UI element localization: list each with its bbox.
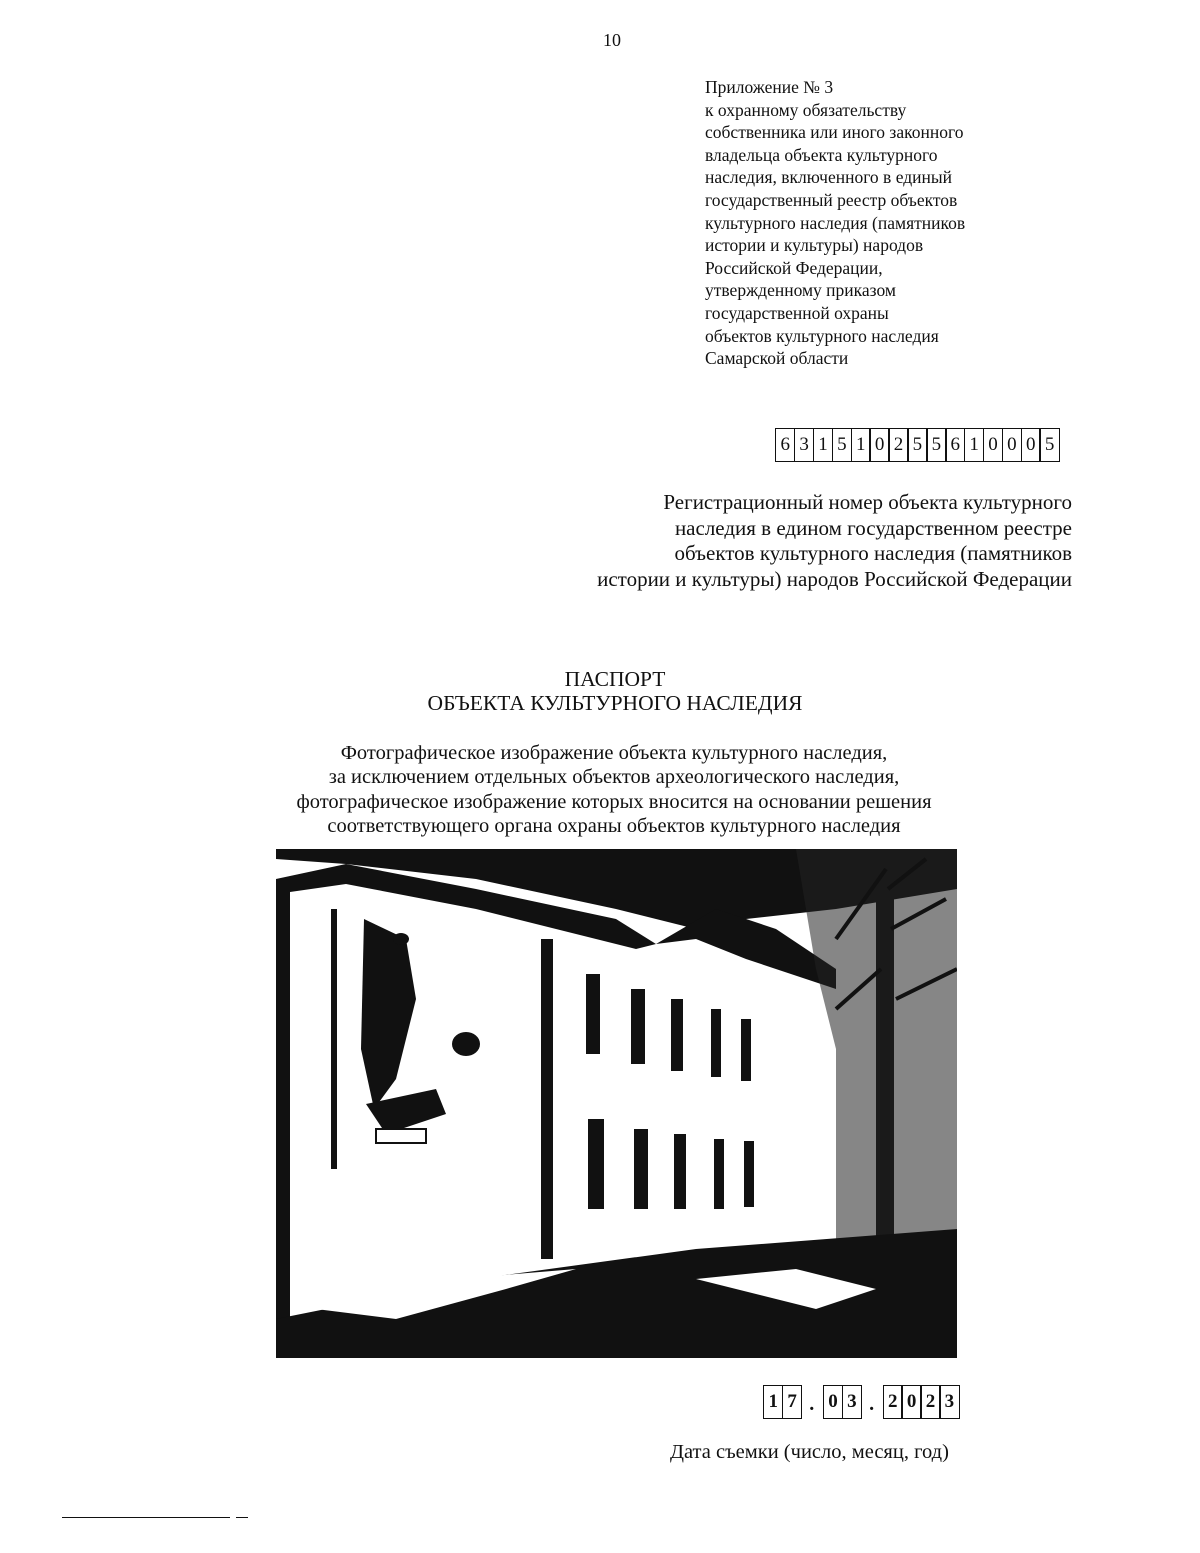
- date-year-group: [883, 1385, 959, 1419]
- appendix-line: государственный реестр объектов: [705, 189, 958, 210]
- registration-number-boxes: [775, 428, 1058, 462]
- date-digit: 2: [883, 1385, 903, 1419]
- date-digit: 0: [901, 1385, 921, 1419]
- photo-caption-line: соответствующего органа охраны объектов культурного наследия: [327, 815, 901, 838]
- registration-digit: 5: [1039, 428, 1059, 462]
- registration-digit: 2: [888, 428, 908, 462]
- date-month-group: [823, 1385, 861, 1419]
- registration-digit: 6: [945, 428, 965, 462]
- date-digit: 0: [823, 1385, 843, 1419]
- page-number: 10: [603, 30, 621, 50]
- document-title: [0, 667, 1200, 715]
- caption-line: истории и культуры) народов Российской Федерации: [597, 567, 1072, 592]
- registration-digit: 5: [832, 428, 852, 462]
- appendix-line: собственника или иного законного: [705, 122, 964, 143]
- photo-caption-line: Фотографическое изображение объекта культурного наследия,: [340, 742, 888, 764]
- date-digit: 7: [782, 1385, 802, 1419]
- registration-digit: 1: [813, 428, 833, 462]
- registration-digit: 5: [907, 428, 927, 462]
- appendix-line: наследия, включенного в единый: [705, 167, 952, 188]
- caption-line: Регистрационный номер объекта культурного: [663, 490, 1072, 514]
- appendix-line: владельца объекта культурного: [705, 144, 938, 165]
- footnote-divider: [236, 1517, 248, 1518]
- appendix-line: к охранному обязательству: [705, 99, 907, 120]
- appendix-line: Приложение № 3: [705, 77, 834, 97]
- registration-number-caption: [472, 490, 1072, 593]
- title-line-2: ОБЪЕКТА КУЛЬТУРНОГО НАСЛЕДИЯ: [427, 691, 803, 715]
- caption-line: наследия в едином государственном реестре: [674, 515, 1072, 540]
- appendix-line: Самарской области: [705, 348, 849, 369]
- registration-digit: 6: [775, 428, 795, 462]
- appendix-line: культурного наследия (памятников: [705, 212, 966, 233]
- date-digit: 2: [920, 1385, 940, 1419]
- registration-digit: 3: [794, 428, 814, 462]
- appendix-line: государственной охраны: [705, 302, 889, 323]
- footnote-divider: [62, 1517, 230, 1518]
- appendix-heading: [705, 76, 1065, 370]
- appendix-line: утвержденному приказом: [705, 280, 896, 301]
- registration-digit: 0: [983, 428, 1003, 462]
- shot-date-caption: Дата съемки (число, месяц, год): [670, 1441, 949, 1463]
- registration-digit: 1: [964, 428, 984, 462]
- appendix-line: истории и культуры) народов: [705, 235, 924, 256]
- photo-caption: [0, 741, 1200, 839]
- shot-date-boxes: [763, 1385, 958, 1419]
- building-photo: [276, 849, 957, 1358]
- caption-line: объектов культурного наследия (памятников: [674, 541, 1072, 566]
- registration-digit: 0: [1021, 428, 1041, 462]
- appendix-line: Российской Федерации,: [705, 257, 883, 278]
- registration-digit: 1: [851, 428, 871, 462]
- date-digit: 1: [763, 1385, 783, 1419]
- registration-digit: 0: [1002, 428, 1022, 462]
- date-day-group: [763, 1385, 801, 1419]
- photo-caption-line: фотографическое изображение которых вносится на основании решения: [296, 790, 932, 813]
- appendix-line: объектов культурного наследия: [705, 325, 939, 346]
- title-line-1: ПАСПОРТ: [564, 667, 666, 691]
- photo-caption-line: за исключением отдельных объектов археологического наследия,: [328, 766, 900, 789]
- date-digit: 3: [939, 1385, 959, 1419]
- registration-digit: 5: [926, 428, 946, 462]
- date-digit: 3: [842, 1385, 862, 1419]
- date-separator: .: [869, 1393, 875, 1415]
- registration-digit: 0: [869, 428, 889, 462]
- date-separator: .: [809, 1393, 815, 1415]
